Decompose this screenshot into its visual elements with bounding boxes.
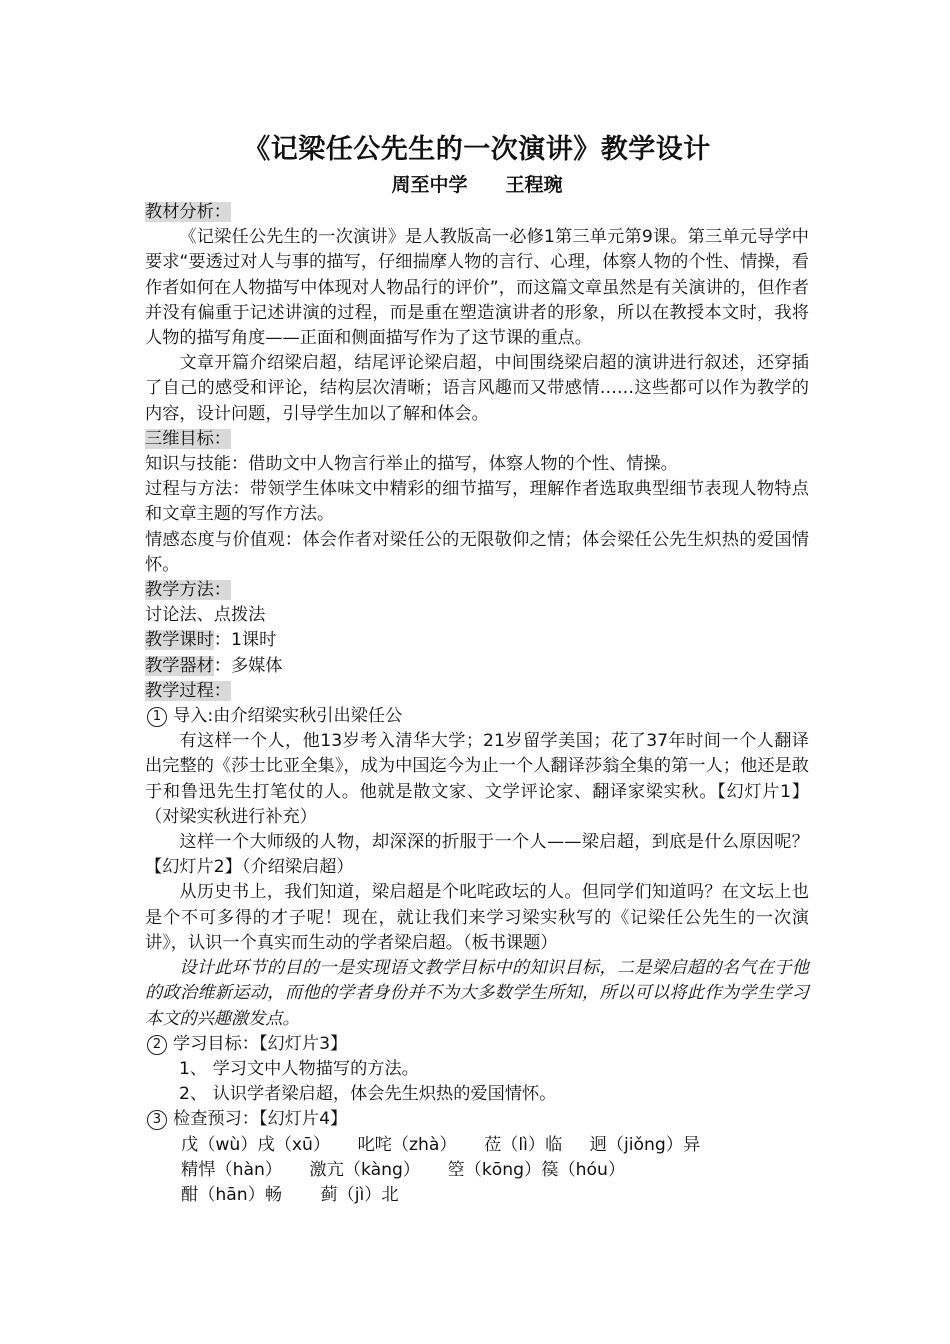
step-2-item-1: 1、 学习文中人物描写的方法。 <box>179 1058 419 1079</box>
goals-heading: 三维目标： <box>145 428 231 449</box>
author-school: 周至中学 <box>391 174 468 196</box>
goal-process: 过程与方法：带领学生体味文中精彩的细节描写，理解作者选取典型细节表现人物特点和文章主题的写作方法。 <box>145 479 809 525</box>
pinyin-row-1: 戊（wù）戌（xū） 叱咤（zhà） 莅（lì）临 迥（jiǒng）异 <box>181 1134 701 1155</box>
process-heading: 教学过程： <box>145 680 231 701</box>
step-1-title: 1 导入:由介绍梁实秋引出梁任公 <box>147 704 809 729</box>
author-name: 王程琬 <box>505 174 563 196</box>
analysis-paragraph-1: 《记梁任公先生的一次演讲》是人教版高一必修1第三单元第9课。第三单元导学中要求“要透过对人与事的描写，仔细揣摩人物的言行、心理，体察人物的个性、情操，看作者如何在人物描写中体现对人物品行的评价”，而这篇文章虽然是有关演讲的，但作者并没有偏重于记述讲演的过程，而是重在塑造演讲者的形象，所以在教授本文时，我将人物的描写角度——正面和侧面描写作为了这节课的重点。 <box>145 227 809 349</box>
goal-knowledge: 知识与技能：借助文中人物言行举止的描写，体察人物的个性、情操。 <box>145 454 678 475</box>
method-text: 讨论法、点拨法 <box>145 605 266 626</box>
step-2-item-2: 2、 认识学者梁启超，体会先生炽热的爱国情怀。 <box>179 1084 557 1105</box>
step-2-title: 2 学习目标：【幻灯片3】 <box>147 1032 809 1057</box>
step-1-paragraph-1: 有这样一个人，他13岁考入清华大学；21岁留学美国；花了37年时间一个人翻译出完整的《莎士比亚全集》，成为中国迄今为止一个人翻译莎翁全集的第一人；他还是敢于和鲁迅先生打笔仗的人。他就是散文家、文学评论家、翻译家梁实秋。【幻灯片1】（对梁实秋进行补充） <box>145 731 809 827</box>
step-1-paragraph-3: 从历史书上，我们知道，梁启超是个叱咤政坛的人。但同学们知道吗？在文坛上也是个不可多得的才子呢！现在，就让我们来学习梁实秋写的《记梁任公先生的一次演讲》，认识一个真实而生动的学者梁启超。（板书课题） <box>145 882 809 953</box>
analysis-heading: 教材分析： <box>145 202 231 222</box>
step-1-design-note: 设计此环节的目的一是实现语文教学目标中的知识目标，二是梁启超的名气在于他的政治维新运动，而他的学者身份并不为大多数学生所知，所以可以将此作为学生学习本文的兴趣激发点。 <box>145 958 809 1029</box>
analysis-paragraph-2: 文章开篇介绍梁启超，结尾评论梁启超，中间围绕梁启超的演讲进行叙述，还穿插了自己的感受和评论，结构层次清晰；语言风趣而又带感情……这些都可以作为教学的内容，设计问题，引导学生加以了解和体会。 <box>145 353 809 424</box>
pinyin-row-2: 精悍（hàn） 激亢（kàng） 箜（kōng）篌（hóu） <box>181 1159 626 1180</box>
step-1-paragraph-2: 这样一个大师级的人物，却深深的折服于一个人——梁启超，到底是什么原因呢？【幻灯片2】（介绍梁启超） <box>145 832 809 878</box>
circled-number-2: 2 <box>147 1035 167 1055</box>
document-body <box>145 130 809 1208</box>
author-line <box>105 170 849 200</box>
circled-number-3: 3 <box>147 1110 167 1130</box>
pinyin-row-3: 酣（hān）畅 蓟（jì）北 <box>181 1184 399 1205</box>
goal-emotion: 情感态度与价值观：体会作者对梁任公的无限敬仰之情；体会梁任公先生炽热的爱国情怀。 <box>145 529 809 575</box>
equipment-line: 教学器材：多媒体 <box>145 655 283 676</box>
document-title: 《记梁任公先生的一次演讲》教学设计 <box>243 134 711 165</box>
method-heading: 教学方法： <box>145 580 231 601</box>
hours-line: 教学课时：1课时 <box>145 630 277 651</box>
circled-number-1: 1 <box>147 707 167 727</box>
step-3-title: 3 检查预习：【幻灯片4】 <box>147 1107 809 1132</box>
